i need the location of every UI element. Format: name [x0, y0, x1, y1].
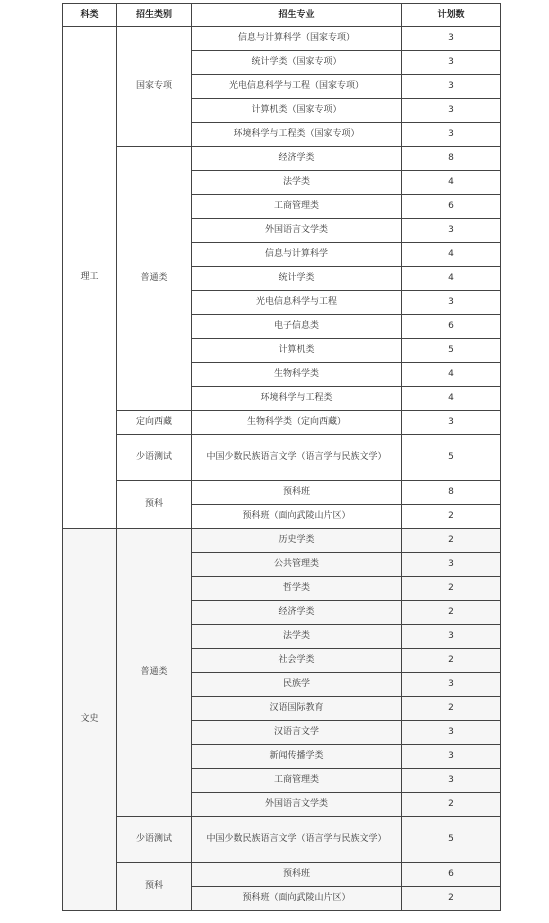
- major-cell: 法学类: [192, 171, 402, 195]
- major-cell: 民族学: [192, 673, 402, 697]
- major-cell: 经济学类: [192, 601, 402, 625]
- table-row: [63, 481, 501, 505]
- plan-cell: 2: [402, 577, 501, 601]
- plan-cell: 3: [402, 745, 501, 769]
- category-cell: 普通类: [117, 147, 192, 411]
- plan-cell: 3: [402, 625, 501, 649]
- major-cell: 预科班（面向武陵山片区）: [192, 887, 402, 911]
- category-cell: 预科: [117, 481, 192, 529]
- major-cell: 预科班: [192, 481, 402, 505]
- major-cell: 外国语言文学类: [192, 219, 402, 243]
- table-row: [63, 817, 501, 863]
- table-row: [63, 147, 501, 171]
- plan-cell: 6: [402, 315, 501, 339]
- plan-cell: 4: [402, 387, 501, 411]
- major-cell: 法学类: [192, 625, 402, 649]
- plan-cell: 8: [402, 147, 501, 171]
- plan-cell: 5: [402, 435, 501, 481]
- plan-cell: 3: [402, 75, 501, 99]
- header-major: 招生专业: [192, 4, 402, 27]
- plan-cell: 3: [402, 219, 501, 243]
- plan-cell: 3: [402, 553, 501, 577]
- plan-cell: 5: [402, 339, 501, 363]
- major-cell: 光电信息科学与工程（国家专项）: [192, 75, 402, 99]
- major-cell: 工商管理类: [192, 769, 402, 793]
- major-cell: 工商管理类: [192, 195, 402, 219]
- plan-cell: 2: [402, 887, 501, 911]
- major-cell: 外国语言文学类: [192, 793, 402, 817]
- plan-cell: 2: [402, 697, 501, 721]
- category-cell: 少语测试: [117, 817, 192, 863]
- major-cell: 新闻传播学类: [192, 745, 402, 769]
- plan-cell: 2: [402, 505, 501, 529]
- plan-cell: 3: [402, 123, 501, 147]
- plan-cell: 2: [402, 529, 501, 553]
- major-cell: 计算机类: [192, 339, 402, 363]
- major-cell: 社会学类: [192, 649, 402, 673]
- header-category: 招生类别: [117, 4, 192, 27]
- plan-cell: 3: [402, 721, 501, 745]
- header-row: [63, 4, 501, 27]
- plan-cell: 8: [402, 481, 501, 505]
- section-0: [63, 27, 501, 529]
- plan-cell: 3: [402, 291, 501, 315]
- header-plan: 计划数: [402, 4, 501, 27]
- category-cell: 国家专项: [117, 27, 192, 147]
- plan-cell: 6: [402, 863, 501, 887]
- plan-cell: 2: [402, 793, 501, 817]
- category-cell: 定向西藏: [117, 411, 192, 435]
- plan-cell: 5: [402, 817, 501, 863]
- major-cell: 汉语言文学: [192, 721, 402, 745]
- category-cell: 普通类: [117, 529, 192, 817]
- section-1: [63, 529, 501, 911]
- subject-cell: 文史: [63, 529, 117, 911]
- table-row: [63, 529, 501, 553]
- major-cell: 预科班（面向武陵山片区）: [192, 505, 402, 529]
- subject-cell: 理工: [63, 27, 117, 529]
- plan-cell: 4: [402, 363, 501, 387]
- major-cell: 汉语国际教育: [192, 697, 402, 721]
- major-cell: 中国少数民族语言文学（语言学与民族文学）: [192, 817, 402, 863]
- plan-cell: 6: [402, 195, 501, 219]
- major-cell: 经济学类: [192, 147, 402, 171]
- plan-cell: 3: [402, 27, 501, 51]
- table-row: [63, 435, 501, 481]
- major-cell: 信息与计算科学（国家专项）: [192, 27, 402, 51]
- major-cell: 中国少数民族语言文学（语言学与民族文学）: [192, 435, 402, 481]
- category-cell: 预科: [117, 863, 192, 911]
- major-cell: 生物科学类（定向西藏）: [192, 411, 402, 435]
- plan-cell: 3: [402, 769, 501, 793]
- major-cell: 统计学类: [192, 267, 402, 291]
- major-cell: 统计学类（国家专项）: [192, 51, 402, 75]
- plan-cell: 3: [402, 673, 501, 697]
- major-cell: 预科班: [192, 863, 402, 887]
- table-row: [63, 863, 501, 887]
- major-cell: 环境科学与工程类: [192, 387, 402, 411]
- major-cell: 光电信息科学与工程: [192, 291, 402, 315]
- table-header: [63, 4, 501, 27]
- plan-cell: 3: [402, 51, 501, 75]
- major-cell: 环境科学与工程类（国家专项）: [192, 123, 402, 147]
- header-subject: 科类: [63, 4, 117, 27]
- plan-cell: 3: [402, 99, 501, 123]
- major-cell: 生物科学类: [192, 363, 402, 387]
- plan-cell: 4: [402, 267, 501, 291]
- table-row: [63, 411, 501, 435]
- category-cell: 少语测试: [117, 435, 192, 481]
- enrollment-plan-table: [62, 3, 501, 911]
- table-row: [63, 27, 501, 51]
- plan-cell: 2: [402, 601, 501, 625]
- plan-cell: 2: [402, 649, 501, 673]
- major-cell: 计算机类（国家专项）: [192, 99, 402, 123]
- plan-cell: 3: [402, 411, 501, 435]
- major-cell: 历史学类: [192, 529, 402, 553]
- plan-cell: 4: [402, 243, 501, 267]
- major-cell: 信息与计算科学: [192, 243, 402, 267]
- major-cell: 哲学类: [192, 577, 402, 601]
- major-cell: 公共管理类: [192, 553, 402, 577]
- plan-cell: 4: [402, 171, 501, 195]
- major-cell: 电子信息类: [192, 315, 402, 339]
